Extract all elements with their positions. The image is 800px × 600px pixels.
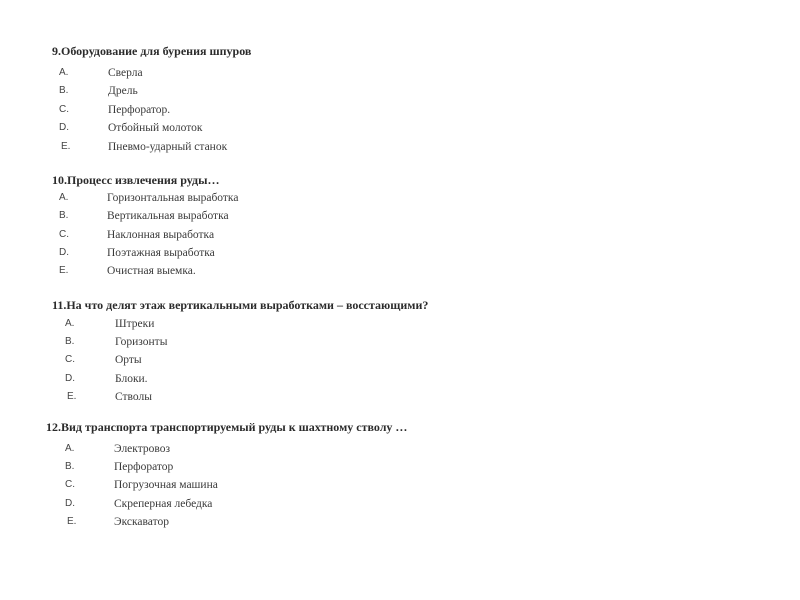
question-title: 10.Процесс извлечения руды… (52, 173, 220, 187)
option-text: Погрузочная машина (114, 479, 218, 491)
option-letter: E. (61, 141, 71, 152)
option-text: Вертикальная выработка (107, 210, 229, 222)
option-letter: D. (65, 498, 75, 509)
option-text: Очистная выемка. (107, 265, 196, 277)
option-letter: B. (59, 85, 69, 96)
option-letter: B. (65, 336, 75, 347)
option-text: Штреки (115, 318, 155, 330)
option-text: Горизонтальная выработка (107, 192, 239, 204)
option-text: Наклонная выработка (107, 229, 215, 241)
option-letter: A. (59, 67, 69, 78)
option-letter: E. (67, 516, 77, 527)
option-letter: C. (59, 104, 69, 115)
option-letter: B. (65, 461, 75, 472)
question-title: 11.На что делят этаж вертикальными выработками – восстающими? (52, 298, 429, 312)
option-text: Блоки. (115, 373, 148, 385)
option-text: Отбойный молоток (108, 122, 203, 134)
option-letter: C. (59, 229, 69, 240)
option-letter: E. (67, 391, 77, 402)
option-text: Электровоз (114, 443, 171, 455)
option-text: Перфоратор. (108, 104, 171, 116)
option-letter: A. (65, 443, 75, 454)
question-title: 12.Вид транспорта транспортируемый руды к шахтному стволу … (46, 420, 408, 434)
question-title: 9.Оборудование для бурения шпуров (52, 44, 252, 58)
option-text: Сверла (108, 67, 143, 79)
option-letter: E. (59, 265, 69, 276)
option-text: Скреперная лебедка (114, 498, 213, 510)
option-letter: C. (65, 354, 75, 365)
option-text: Поэтажная выработка (107, 247, 215, 259)
option-text: Стволы (115, 391, 152, 403)
option-text: Перфоратор (114, 461, 174, 473)
option-letter: D. (59, 247, 69, 258)
option-letter: D. (59, 122, 69, 133)
option-text: Горизонты (115, 336, 168, 348)
option-letter: B. (59, 210, 69, 221)
option-text: Дрель (108, 85, 138, 97)
option-letter: A. (65, 318, 75, 329)
option-letter: C. (65, 479, 75, 490)
option-text: Пневмо-ударный станок (108, 141, 228, 153)
option-letter: D. (65, 373, 75, 384)
option-text: Орты (115, 354, 142, 366)
option-letter: A. (59, 192, 69, 203)
option-text: Экскаватор (114, 516, 169, 528)
